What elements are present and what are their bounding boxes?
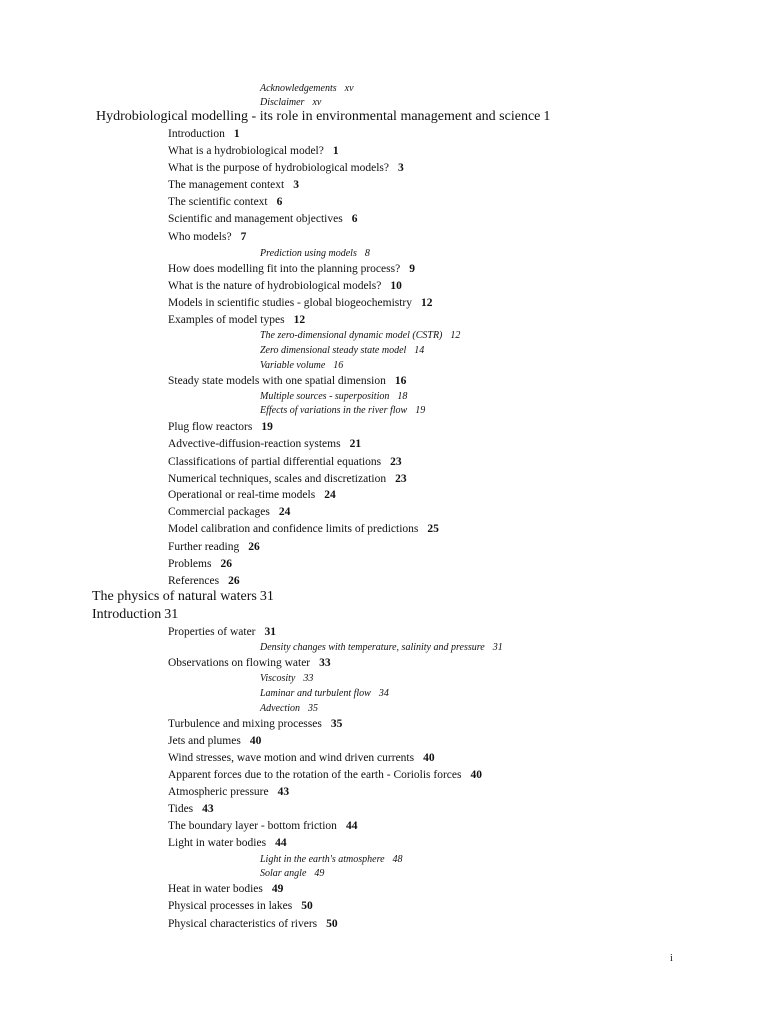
toc-entry [260, 674, 313, 684]
toc-entry-page: 35 [307, 703, 318, 714]
toc-entry-page: 25 [427, 523, 439, 535]
toc-entry [168, 474, 407, 486]
toc-entry-title: Problems [168, 558, 212, 570]
toc-entry [168, 542, 260, 554]
toc-entry-page: 6 [276, 196, 283, 208]
toc-entry-page: 23 [395, 473, 407, 485]
toc-entry-title: Observations on flowing water [168, 657, 311, 669]
toc-entry-title: Atmospheric pressure [168, 786, 269, 798]
toc-entry [168, 524, 439, 536]
toc-entry [260, 249, 370, 259]
toc-entry-title: Physical processes in lakes [168, 900, 293, 912]
toc-entry-page: 14 [414, 345, 425, 356]
toc-entry [168, 736, 261, 748]
toc-entry-title: What is the nature of hydrobiological models? [168, 280, 382, 292]
toc-entry-title: Introduction [92, 607, 162, 622]
toc-entry-page: 24 [278, 506, 291, 518]
toc-entry-title: Light in the earth's atmosphere [260, 854, 385, 865]
toc-entry [168, 163, 404, 175]
toc-entry [168, 719, 342, 731]
toc-entry-page: 44 [275, 837, 287, 849]
toc-entry-title: Variable volume [260, 360, 326, 371]
toc-entry [168, 627, 276, 639]
toc-entry [260, 704, 318, 714]
toc-entry-page: 40 [423, 752, 435, 764]
toc-entry-title: Wind stresses, wave motion and wind driven currents [168, 752, 415, 764]
toc-entry-title: How does modelling fit into the planning process? [168, 263, 401, 275]
toc-entry-page: 26 [220, 558, 232, 570]
toc-entry-page: 31 [164, 607, 179, 622]
toc-entry-page: 12 [450, 330, 461, 341]
toc-entry-page: 1 [543, 109, 551, 124]
toc-chapter [92, 608, 178, 622]
toc-entry [260, 346, 424, 356]
toc-entry-title: Steady state models with one spatial dimension [168, 375, 386, 387]
toc-entry [168, 576, 240, 588]
toc-entry [260, 84, 354, 94]
toc-entry-title: Examples of model types [168, 314, 285, 326]
toc-entry-title: Tides [168, 803, 194, 815]
toc-entry-title: Disclaimer [260, 97, 305, 108]
toc-entry [260, 331, 460, 341]
toc-entry-title: The physics of natural waters [92, 589, 257, 604]
toc-entry-title: Effects of variations in the river flow [260, 405, 408, 416]
toc-entry-title: Models in scientific studies - global biogeochemistry [168, 297, 413, 309]
toc-entry-page: 1 [332, 145, 339, 157]
toc-entry [168, 490, 336, 502]
toc-entry [168, 214, 357, 226]
toc-entry [260, 392, 407, 402]
toc-entry-page: 50 [301, 900, 313, 912]
toc-entry-title: Physical characteristics of rivers [168, 918, 318, 930]
toc-entry [168, 787, 289, 799]
toc-entry [168, 919, 338, 931]
toc-entry [168, 129, 240, 141]
toc-entry-page: 3 [293, 179, 299, 191]
toc-entry-title: What is the purpose of hydrobiological models? [168, 162, 390, 174]
toc-entry-title: Classifications of partial differential equations [168, 456, 382, 468]
toc-entry-title: Scientific and management objectives [168, 213, 343, 225]
toc-entry-title: Acknowledgements [260, 83, 337, 94]
toc-entry [168, 315, 305, 327]
toc-entry-page: 23 [390, 456, 402, 468]
toc-entry-title: Laminar and turbulent flow [260, 688, 371, 699]
toc-entry [168, 439, 361, 451]
toc-entry [260, 643, 503, 653]
toc-entry-title: What is a hydrobiological model? [168, 145, 324, 157]
toc-entry-title: Advective-diffusion-reaction systems [168, 438, 341, 450]
toc-entry-page: 7 [240, 231, 247, 243]
toc-entry-page: 26 [228, 575, 240, 587]
toc-entry-page: 31 [492, 642, 503, 653]
toc-entry-page: 21 [349, 438, 362, 450]
page-number: i [670, 953, 673, 964]
toc-entry-page: 48 [392, 854, 403, 865]
toc-entry-title: Density changes with temperature, salinity and pressure [260, 642, 485, 653]
toc-entry-page: 40 [249, 735, 262, 747]
toc-entry-title: Turbulence and mixing processes [168, 718, 322, 730]
toc-entry-title: Prediction using models [260, 248, 357, 259]
toc-entry-page: 12 [421, 297, 433, 309]
toc-entry-title: Zero dimensional steady state model [260, 345, 407, 356]
toc-entry-title: The management context [168, 179, 285, 191]
toc-entry-title: References [168, 575, 220, 587]
toc-entry-page: 1 [233, 128, 240, 140]
toc-entry-title: Solar angle [260, 868, 307, 879]
toc-entry-title: Properties of water [168, 626, 256, 638]
toc-entry-title: Light in water bodies [168, 837, 267, 849]
toc-entry-page: 31 [259, 589, 274, 604]
toc-entry-page: 10 [390, 280, 402, 292]
toc-entry [168, 457, 402, 469]
toc-entry-page: 19 [261, 421, 273, 433]
toc-entry-title: The scientific context [168, 196, 268, 208]
toc-entry-title: Plug flow reactors [168, 421, 253, 433]
toc-entry-page: 6 [351, 213, 358, 225]
toc-entry-title: The boundary layer - bottom friction [168, 820, 337, 832]
toc-entry-page: 16 [394, 375, 407, 387]
toc-entry [168, 804, 214, 816]
toc-entry-title: Apparent forces due to the rotation of the earth - Coriolis forces [168, 769, 462, 781]
toc-entry [168, 838, 287, 850]
toc-entry [168, 298, 433, 310]
toc-entry [168, 180, 299, 192]
toc-entry [260, 869, 324, 879]
toc-entry-page: 49 [314, 868, 325, 879]
toc-entry-title: Multiple sources - superposition [260, 391, 390, 402]
toc-entry-title: Model calibration and confidence limits of predictions [168, 523, 419, 535]
toc-entry-title: Operational or real-time models [168, 489, 316, 501]
toc-entry-page: 50 [326, 918, 338, 930]
toc-entry-page: 3 [398, 162, 404, 174]
toc-entry [168, 281, 402, 293]
toc-entry [168, 232, 246, 244]
toc-entry [168, 507, 290, 519]
toc-entry-page: 34 [378, 688, 389, 699]
toc-entry [260, 361, 343, 371]
toc-entry-page: 49 [271, 883, 284, 895]
toc-entry-title: Heat in water bodies [168, 883, 263, 895]
toc-chapter [96, 110, 550, 124]
toc-entry [168, 559, 232, 571]
toc-entry-page: 16 [333, 360, 344, 371]
toc-entry [260, 855, 403, 865]
toc-entry [168, 146, 339, 158]
toc-entry-page: 24 [324, 489, 336, 501]
toc-entry [168, 658, 331, 670]
toc-entry-title: Commercial packages [168, 506, 270, 518]
toc-entry-page: 18 [397, 391, 408, 402]
toc-entry-page: 8 [364, 248, 370, 259]
toc-chapter [92, 590, 274, 604]
toc-entry-page: 43 [277, 786, 290, 798]
toc-entry-title: Further reading [168, 541, 240, 553]
toc-entry [168, 753, 435, 765]
toc-entry [260, 406, 425, 416]
toc-entry-page: xv [312, 97, 322, 108]
toc-entry-title: Hydrobiological modelling - its role in environmental management and science [96, 109, 541, 124]
toc-entry [168, 901, 313, 913]
toc-entry [168, 770, 482, 782]
toc-entry-page: 19 [415, 405, 426, 416]
toc-entry-page: 12 [293, 314, 306, 326]
toc-entry-title: Advection [260, 703, 300, 714]
toc-entry-title: Numerical techniques, scales and discretization [168, 473, 387, 485]
toc-entry [168, 197, 282, 209]
toc-entry-title: Jets and plumes [168, 735, 241, 747]
toc-entry-page: 44 [345, 820, 358, 832]
toc-entry-page: xv [344, 83, 354, 94]
toc-entry [168, 821, 357, 833]
toc-entry-page: 35 [330, 718, 343, 730]
toc-entry [260, 689, 389, 699]
toc-entry [168, 884, 283, 896]
toc-entry-title: The zero-dimensional dynamic model (CSTR) [260, 330, 443, 341]
toc-entry-title: Viscosity [260, 673, 296, 684]
toc-entry-page: 43 [202, 803, 214, 815]
toc-entry [260, 98, 321, 108]
toc-entry-page: 33 [319, 657, 331, 669]
toc-entry-page: 31 [264, 626, 276, 638]
toc-entry [168, 264, 415, 276]
toc-entry-page: 40 [470, 769, 482, 781]
toc-entry-page: 26 [248, 541, 260, 553]
toc-entry-page: 33 [303, 673, 314, 684]
toc-entry-title: Introduction [168, 128, 225, 140]
toc-entry-title: Who models? [168, 231, 232, 243]
toc-entry [168, 376, 406, 388]
toc-entry-page: 9 [409, 263, 415, 275]
toc-entry [168, 422, 273, 434]
